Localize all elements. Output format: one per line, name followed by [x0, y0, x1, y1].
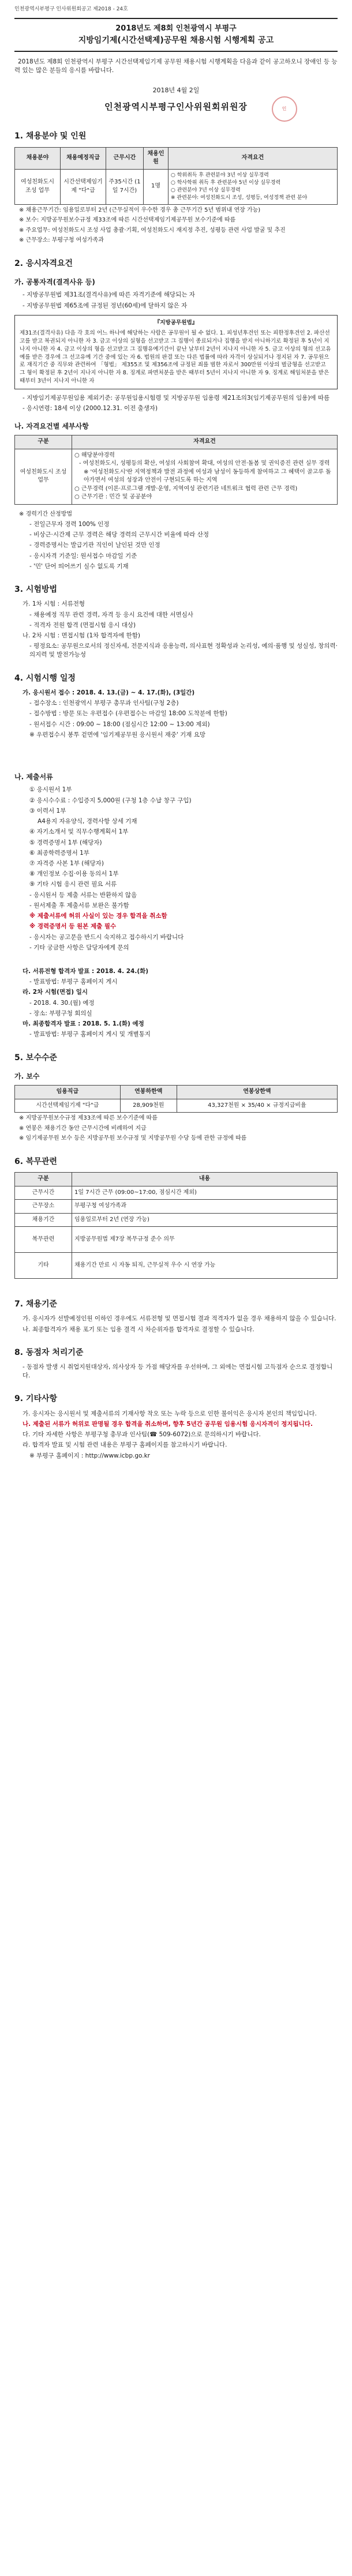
col-field: 채용분야 [15, 147, 61, 169]
service-table [14, 1172, 338, 1279]
list-item: - 지방공무원법 제31조(결격사유)에 따른 자격기준에 해당되는 자 [23, 291, 195, 299]
qual-item: ○ 근무기관 : 민간 및 공공분야 [74, 494, 152, 500]
list-item: 다. 기타 자세한 사항은 부평구청 총무과 인사팀(☎ 509-6072)으로 문의하시기 바랍니다. [23, 1431, 261, 1439]
cell-max: 43,327천원 × 35/40 × 규정지급비율 [177, 1099, 337, 1113]
cell-category: 채용기간 [15, 1213, 72, 1227]
section7-sub: 가. 보수 [14, 1072, 40, 1080]
table-row [15, 1253, 338, 1279]
issuer-name [14, 101, 338, 114]
list-item: - 발표방법: 부평구 홈페이지 게시 및 개별통지 [29, 1031, 151, 1038]
section10-heading: 8. 동점자 처리기준 [14, 1347, 84, 1357]
list-item: - 응시연령: 18세 이상 (2000.12.31. 이전 출생자) [23, 405, 158, 412]
section9-heading: 7. 채용기준 [14, 1300, 58, 1309]
cell-content: 임용일로부터 2년 (연장 가능) [72, 1213, 338, 1227]
cell-category: 여성친화도시 조성 업무 [15, 449, 72, 504]
note: ※ 임기제공무원 보수 등은 지방공무원 보수규정 및 지방공무원 수당 등에 관한 규정에 따름 [19, 1135, 247, 1142]
note: - '민' 단어 띄어쓰기 실수 없도록 기재 [29, 562, 129, 570]
col-rank: 채용예정직급 [61, 147, 106, 169]
list-item: 가. 1차 시험 : 서류전형 [23, 600, 85, 608]
salary-table [14, 1085, 338, 1113]
note: ※ 경력기간 산정방법 [19, 510, 73, 517]
doc-note: - 응시자는 공고문을 반드시 숙지하고 접수하시기 바랍니다 [29, 933, 184, 941]
title-line2: 지방임기제(시간선택제)공무원 채용시험 시행계획 공고 [78, 35, 274, 45]
doc-item: ⑥ 최종학력증명서 1부 [29, 849, 89, 857]
cell-category: 복무관련 [15, 1227, 72, 1253]
qual-item: ※ '여성친화도시'란 지역정책과 발전 과정에 여성과 남성이 동등하게 참여하고 그 혜택이 골고루 돌아가면서 여성의 성장과 안전이 구현되도록 하는 지역 [84, 468, 331, 483]
note: - 비상근·시간제 근무 경력은 해당 경력의 근무시간 비율에 따라 산정 [29, 531, 209, 539]
law-box-text: 제31조(결격사유) 다음 각 호의 어느 하나에 해당하는 사람은 공무원이 될 수 없다. 1. 피성년후견인 또는 피한정후견인 2. 파산선고를 받고 복권되지 아니한 자 3. 금고 이상의 실형을 선고받고 그 집행이 종료되거나 집행을 받지 아니하기로 확정된 후 5년이 지나지 아니한 자 4. 금고 이상의 형을 선고받고 그 집행유예기간이 끝난 날부터 2년이 지나지 아니한 자 5. 금고 이상의 형의 선고유예를 받은 경우에 그 선고유예 기간 중에 있는 자 6. 법원의 판결 또는 다른 법률에 따라 자격이 상실되거나 정지된 자 7. 공무원으로 재직기간 중 직무와 관련하여 「형법」 제355조 및 제356조에 규정된 죄를 범한 자로서 300만원 이상의 벌금형을 선고받고 그 형이 확정된 후 2년이 지나지 아니한 자 8. 징계로 파면처분을 받은 때부터 5년이 지나지 아니한 자 9. 징계로 해임처분을 받은 때부터 3년이 지나지 아니한 자 [20, 329, 331, 385]
list-item: - 평정요소: 공무원으로서의 정신자세, 전문지식과 응용능력, 의사표현 정확성과 논리성, 예의·품행 및 성실성, 창의력·의지력 및 발전가능성 [29, 643, 338, 659]
section11-heading: 9. 기타사항 [14, 1394, 58, 1404]
list-item: - 접수장소 : 인천광역시 부평구 총무과 인사팀(구청 2층) [29, 700, 179, 707]
doc-warning: ※ 제출서류에 허위 사실이 있는 경우 합격을 취소함 [29, 913, 167, 920]
col-count: 채용인원 [144, 147, 168, 169]
cell-rank: 시간선택제임기제 "다"급 [15, 1099, 121, 1113]
list-item: - 2018. 4. 30.(월) 예정 [29, 999, 95, 1007]
note: - 전일근무자 경력 100% 인정 [29, 521, 110, 528]
documents-heading: 나. 제출서류 [14, 773, 53, 782]
list-item: - 동점자 발생 시 취업지원대상자, 의사상자 등 가점 해당자를 우선하며, 그 외에는 면접시험 고득점자 순으로 결정합니다. [23, 1364, 333, 1380]
section2-sub1: 가. 공통자격(결격사유 등) [14, 278, 95, 287]
doc-note: - 응시원서 등 제출 서류는 반환하지 않음 [29, 891, 137, 899]
announcement-date: 2018년 4월 2일 [152, 86, 200, 94]
doc-item: ④ 자기소개서 및 직무수행계획서 1부 [29, 828, 129, 836]
section3-heading: 나. 자격요건별 세부사항 [14, 422, 89, 430]
req-item: ○ 학위취득 후 관련분야 3년 이상 실무경력 [171, 172, 269, 178]
cell-rank: 시간선택제임기제 "다"급 [61, 169, 106, 204]
list-item: - 적격자 전원 합격 (면접시험 응시 대상) [29, 621, 136, 629]
cell-field: 여성친화도시 조성 업무 [15, 169, 61, 204]
qual-item: ○ 해당분야경력 [74, 452, 115, 459]
table-row [15, 169, 338, 204]
list-item: 마. 최종합격자 발표 : 2018. 5. 1.(화) 예정 [23, 1020, 144, 1028]
title-line1: 2018년도 제8회 인천광역시 부평구 [115, 24, 237, 33]
req-item: ○ 관련분야 7년 이상 실무경력 [171, 187, 241, 193]
col-category: 구분 [15, 435, 72, 449]
list-item: - 원서접수 시간 : 09:00 ~ 18:00 (점심시간 12:00 ~ 13:00 제외) [29, 720, 210, 728]
note: ※ 근무장소: 부평구청 여성가족과 [19, 237, 104, 244]
section8-heading: 6. 복무관련 [14, 1156, 58, 1166]
note: ※ 연봉은 채용기간 동안 근무시간에 비례하여 지급 [19, 1125, 147, 1132]
cell-content: 채용기간 만료 시 자동 퇴직, 근무실적 우수 시 연장 가능 [72, 1253, 338, 1279]
req-item: ※ 관련분야: 여성친화도시 조성, 성평등, 여성정책 관련 분야 [171, 194, 308, 201]
doc-item: ① 응시원서 1부 [29, 786, 72, 794]
col-qualification: 자격요건 [72, 435, 338, 449]
cell-category: 근무시간 [15, 1186, 72, 1200]
cell-count: 1명 [144, 169, 168, 204]
list-item: 라. 합격자 발표 및 시험 관련 내용은 부평구 홈페이지를 참고하시기 바랍니다. [23, 1441, 227, 1449]
cell-content: 부평구청 여성가족과 [72, 1200, 338, 1214]
document-page [14, 0, 338, 1460]
col-time: 근무시간 [106, 147, 144, 169]
table-row [15, 1213, 338, 1227]
list-item: 나. 2차 시험 : 면접시험 (1차 합격자에 한함) [23, 632, 140, 640]
col-min: 연봉하한액 [120, 1086, 177, 1099]
list-item: - 접수방법 : 방문 또는 우편접수 (우편접수는 마감일 18:00 도착분에 한함) [29, 710, 227, 718]
cell-min: 28,909천원 [120, 1099, 177, 1113]
col-category: 구분 [15, 1173, 72, 1186]
note: ※ 보수: 지방공무원보수규정 제33조에 따른 시간선택제임기제공무원 보수기준에 따름 [19, 217, 236, 224]
doc-item: A4용지 자유양식, 경력사항 상세 기재 [38, 818, 137, 825]
table-row [15, 1186, 338, 1200]
cell-qualification [72, 449, 338, 504]
doc-item: ⑧ 개인정보 수집·이용 동의서 1부 [29, 870, 119, 878]
law-box-title: 『지방공무원법』 [154, 319, 198, 326]
cell-category: 근무장소 [15, 1200, 72, 1214]
col-max: 연봉상한액 [177, 1086, 337, 1099]
intro-paragraph: 2018년도 제8회 인천광역시 부평구 시간선택제임기제 공무원 채용시험 시행계획을 다음과 같이 공고하오니 장애인 등 능력 있는 많은 분들의 응시를 바랍니다. [14, 58, 338, 74]
note: ※ 채용근무기간: 임용일로부터 2년 (근무실적이 우수한 경우 총 근무기간 5년 범위내 연장 가능) [19, 206, 261, 213]
doc-note: - 기타 궁금한 사항은 담당자에게 문의 [29, 944, 129, 951]
cell-req [168, 169, 338, 204]
list-item: - 지방임기제공무원임용 제외기준: 공무원임용시험령 및 지방공무원 임용령 제21조의3(임기제공무원의 임용)에 따름 [23, 395, 330, 402]
list-item: - 발표방법: 부평구 홈페이지 게시 [29, 978, 118, 986]
col-content: 내용 [72, 1173, 338, 1186]
qual-item: - 여성친화도시, 성평등의 확산, 여성의 사회참여 확대, 여성의 안전·돌봄 및 권익증진 관련 실무 경력 [79, 460, 330, 467]
cell-content: 지방공무원법 제7장 복무규정 준수 의무 [72, 1227, 338, 1253]
cell-category: 기타 [15, 1253, 72, 1279]
law-box [14, 315, 338, 389]
recruitment-table [14, 147, 338, 205]
list-item: 가. 응시원서 접수 : 2018. 4. 13.(금) ~ 4. 17.(화), (3일간) [23, 689, 195, 696]
section5-heading: 4. 시험시행 일정 [14, 673, 76, 683]
list-item: ※ 우편접수시 봉투 겉면에 '임기제공무원 응시원서 재중' 기재 요망 [29, 731, 205, 738]
list-item: 가. 응시자는 응시원서 및 제출서류의 기재사항 착오 또는 누락 등으로 인한 불이익은 응시자 본인의 책임입니다. [23, 1410, 317, 1417]
official-seal-icon: 인 [272, 96, 297, 122]
note: ※ 주요업무: 여성친화도시 조성 사업 총괄·기획, 여성친화도시 재지정 추진, 성평등 관련 사업 발굴 및 추진 [19, 227, 286, 234]
cell-content: 1일 7시간 근무 (09:00~17:00, 점심시간 제외) [72, 1186, 338, 1200]
note: - 응시자격 기준일: 원서접수 마감일 기준 [29, 552, 137, 559]
section1-heading: 1. 채용분야 및 인원 [14, 132, 87, 141]
document-number: 인천광역시부평구 인사위원회공고 제2018 - 24호 [14, 6, 128, 12]
table-row [15, 449, 338, 504]
table-row [15, 1227, 338, 1253]
issuer-label: 인천광역시부평구인사위원회위원장 [104, 101, 248, 112]
cell-time: 주35시간 (1일 7시간) [106, 169, 144, 204]
list-item: 가. 응시자가 선발예정인원 이하인 경우에도 서류전형 및 면접시험 결과 적격자가 없을 경우 채용하지 않을 수 있습니다. [23, 1315, 336, 1323]
note: - 경력증명서는 발급기관 직인이 날인된 것만 인정 [29, 542, 160, 549]
doc-item: ③ 이력서 1부 [29, 807, 66, 814]
req-item: ○ 학사학위 취득 후 관련분야 5년 이상 실무경력 [171, 179, 281, 186]
list-item: 나. 최종합격자가 채용 포기 또는 임용 결격 시 차순위자를 합격자로 결정할 수 있습니다. [23, 1325, 254, 1333]
qual-item: ○ 근무경력 (이론·프로그램 개발·운영, 지역여성 관련기관 네트워크 협력 관련 근무 경력) [74, 485, 298, 492]
col-req: 자격요건 [168, 147, 338, 169]
section4-heading: 3. 시험방법 [14, 585, 58, 595]
list-item: 라. 2차 시험(면접) 일시 [23, 989, 88, 996]
doc-item: ② 응시수수료 : 수입증지 5,000원 (구청 1층 수납 창구 구입) [29, 797, 192, 804]
list-item: - 채용예정 직무 관련 경력, 자격 등 응시 요건에 대한 서면심사 [29, 611, 193, 618]
title-box [14, 18, 338, 52]
doc-note: - 원서제출 후 제출서류 보완은 불가함 [29, 902, 129, 909]
doc-item: ⑨ 기타 시험 응시 관련 필요 서류 [29, 881, 117, 888]
table-row [15, 1200, 338, 1214]
homepage-link[interactable]: ※ 부평구 홈페이지 : http://www.icbp.go.kr [29, 1452, 150, 1459]
qualification-table [14, 435, 338, 505]
section7-heading: 5. 보수수준 [14, 1053, 58, 1062]
list-item: 다. 서류전형 합격자 발표 : 2018. 4. 24.(화) [23, 967, 149, 975]
list-item: - 장소: 부평구청 회의실 [29, 1009, 92, 1017]
note: ※ 지방공무원보수규정 제33조에 따른 보수기준에 따름 [19, 1115, 158, 1122]
col-rank: 임용직급 [15, 1086, 121, 1099]
doc-item: ⑤ 경력증명서 1부 (해당자) [29, 839, 102, 846]
section2-heading: 2. 응시자격요건 [14, 258, 73, 268]
list-item: - 지방공무원법 제65조에 규정된 정년(60세)에 달하지 않은 자 [23, 302, 188, 309]
doc-warning: ※ 경력증명서 등 원본 제출 필수 [29, 923, 117, 930]
list-item: 나. 제출된 서류가 허위로 판명될 경우 합격을 취소하며, 향후 5년간 공무원 임용시험 응시자격이 정지됩니다. [23, 1420, 313, 1428]
table-row [15, 1099, 338, 1113]
doc-item: ⑦ 자격증 사본 1부 (해당자) [29, 860, 104, 868]
